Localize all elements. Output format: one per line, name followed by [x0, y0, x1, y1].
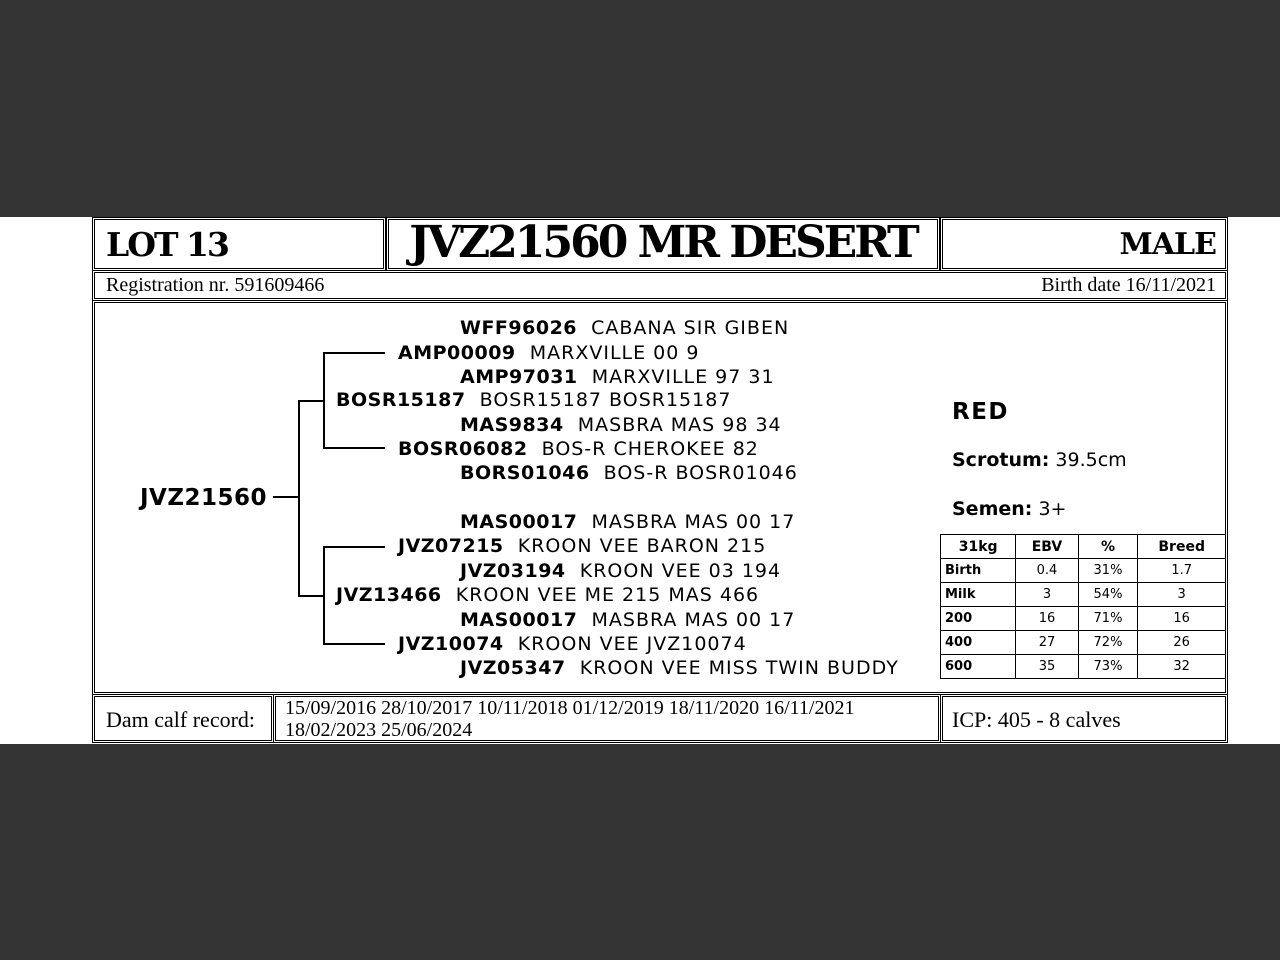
dam-calf-record [285, 697, 935, 741]
ebv-row [941, 655, 1226, 679]
pedigree-line [273, 496, 299, 498]
pedigree-sire-sire: AMP00009 MARXVILLE 00 9 [398, 342, 700, 364]
ebv-cell: 35 [1016, 655, 1078, 679]
pedigree-dam-dam-sire: MAS00017 MASBRA MAS 00 17 [460, 609, 796, 631]
ebv-cell: 26 [1138, 631, 1226, 655]
ebv-header: EBV [1016, 535, 1078, 559]
pedigree-sire-sire-sire: WFF96026 CABANA SIR GIBEN [460, 317, 790, 339]
lot-card [0, 217, 1280, 744]
ebv-cell: 73% [1078, 655, 1138, 679]
ebv-cell: 71% [1078, 607, 1138, 631]
ebv-row [941, 631, 1226, 655]
ebv-cell: 600 [941, 655, 1016, 679]
ebv-cell: 1.7 [1138, 559, 1226, 583]
lot-number: LOT 13 [106, 225, 228, 264]
pedigree-dam-sire-sire: MAS00017 MASBRA MAS 00 17 [460, 511, 796, 533]
pedigree-line [323, 546, 325, 644]
ebv-cell: 72% [1078, 631, 1138, 655]
ebv-row [941, 607, 1226, 631]
ebv-row [941, 583, 1226, 607]
ebv-cell: 200 [941, 607, 1016, 631]
ebv-cell: 32 [1138, 655, 1226, 679]
animal-title: JVZ21560 MR DESERT [409, 217, 917, 268]
coat-color: RED [952, 399, 1010, 425]
pedigree-sire-sire-dam: AMP97031 MARXVILLE 97 31 [460, 366, 775, 388]
ebv-cell: 400 [941, 631, 1016, 655]
dam-calf-record-line: 15/09/2016 28/10/2017 10/11/2018 01/12/2019 18/11/2020 16/11/2021 [285, 697, 855, 719]
pedigree-sire-dam-sire: MAS9834 MASBRA MAS 98 34 [460, 414, 782, 436]
icp-summary: ICP: 405 - 8 calves [952, 707, 1121, 732]
pedigree-sire-dam: BOSR06082 BOS-R CHEROKEE 82 [398, 438, 759, 460]
pedigree-line [323, 352, 325, 448]
pedigree-subject: JVZ21560 [140, 485, 268, 511]
ebv-cell: Birth [941, 559, 1016, 583]
ebv-cell: 16 [1016, 607, 1078, 631]
pedigree-line [323, 447, 385, 449]
ebv-header: 31kg [941, 535, 1016, 559]
ebv-cell: 0.4 [1016, 559, 1078, 583]
ebv-row [941, 559, 1226, 583]
ebv-header-row [941, 535, 1226, 559]
ebv-cell: 31% [1078, 559, 1138, 583]
pedigree-dam-dam: JVZ10074 KROON VEE JVZ10074 [398, 633, 747, 655]
pedigree-line [323, 546, 385, 548]
pedigree-line [298, 400, 300, 596]
pedigree-line [298, 400, 324, 402]
semen: Semen: 3+ [952, 498, 1067, 520]
pedigree-line [323, 643, 385, 645]
ebv-table [940, 534, 1226, 679]
pedigree-line [323, 352, 385, 354]
ebv-cell: 3 [1138, 583, 1226, 607]
pedigree-line [298, 595, 324, 597]
ebv-cell: Milk [941, 583, 1016, 607]
pedigree-dam-dam-dam: JVZ05347 KROON VEE MISS TWIN BUDDY [460, 657, 899, 679]
pedigree-dam: JVZ13466 KROON VEE ME 215 MAS 466 [336, 584, 760, 606]
dam-calf-record-line: 18/02/2023 25/06/2024 [285, 719, 473, 741]
ebv-cell: 16 [1138, 607, 1226, 631]
pedigree-sire-dam-dam: BORS01046 BOS-R BOSR01046 [460, 462, 798, 484]
ebv-cell: 27 [1016, 631, 1078, 655]
registration-number: Registration nr. 591609466 [106, 274, 325, 296]
dam-calf-label: Dam calf record: [106, 707, 256, 732]
ebv-cell: 3 [1016, 583, 1078, 607]
ebv-cell: 54% [1078, 583, 1138, 607]
birth-date: Birth date 16/11/2021 [1041, 274, 1216, 296]
pedigree-sire: BOSR15187 BOSR15187 BOSR15187 [336, 389, 732, 411]
pedigree-dam-sire: JVZ07215 KROON VEE BARON 215 [398, 535, 767, 557]
scrotum: Scrotum: 39.5cm [952, 449, 1127, 471]
animal-sex: MALE [1119, 227, 1216, 262]
pedigree-dam-sire-dam: JVZ03194 KROON VEE 03 194 [460, 560, 782, 582]
ebv-header: % [1078, 535, 1138, 559]
ebv-header: Breed [1138, 535, 1226, 559]
